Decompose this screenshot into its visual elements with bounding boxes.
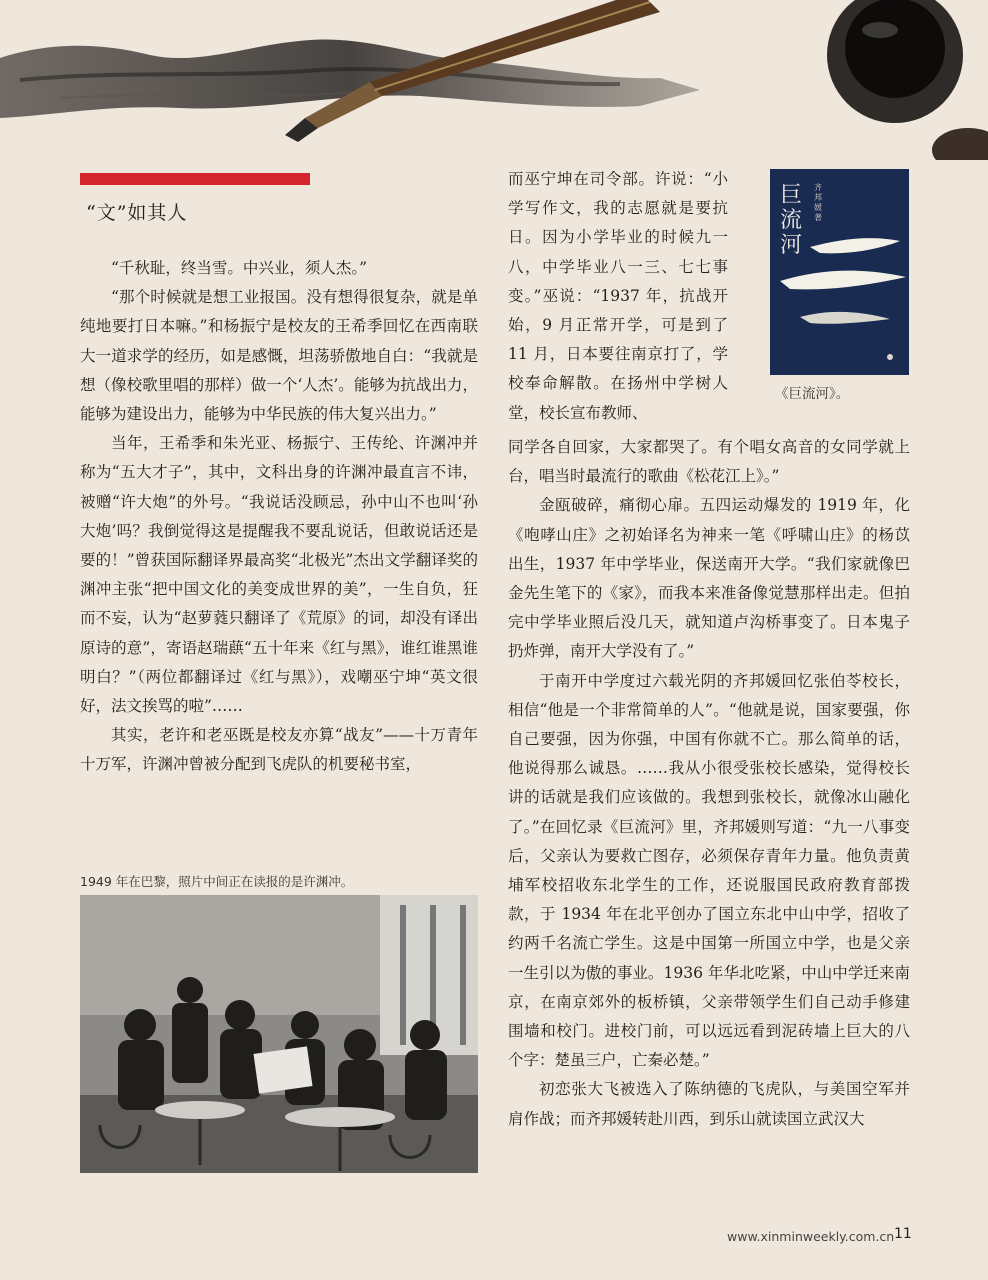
- section-accent-bar: [80, 173, 310, 185]
- right-top-column: [508, 165, 728, 428]
- book-caption: 《巨流河》。: [775, 386, 850, 402]
- paragraph: “千秋耻，终当雪。中兴业，须人杰。”: [111, 259, 368, 277]
- paragraph: “那个时候就是想工业报国。没有想得很复杂，就是单纯地要打日本嘛。”和杨振宁是校友的王希季回忆在西南联大一道求学的经历，如是感慨，坦荡骄傲地自白：“我就是想（像校歌里唱的那样）做一个‘人杰’。能够为抗战出力，能够为建设出力，能够为中华民族的伟大复兴出力。”: [80, 288, 478, 424]
- inkwell-icon: [827, 0, 963, 123]
- left-column: [80, 254, 478, 780]
- stone-decoration-icon: [932, 128, 988, 160]
- footer-url[interactable]: www.xinminweekly.com.cn: [727, 1229, 895, 1244]
- book-author: 齐邦媛 著: [814, 183, 822, 222]
- historical-photo: [80, 895, 478, 1173]
- book-cover: [770, 169, 909, 375]
- paragraph: 同学各自回家，大家都哭了。有个唱女高音的女同学就上台，唱当时最流行的歌曲《松花江上》。”: [508, 438, 910, 486]
- book-title: 巨流河: [780, 183, 803, 258]
- river-brush-icon: [770, 169, 909, 375]
- paragraph: 而巫宁坤在司令部。许说：“小学写作文，我的志愿就是要抗日。因为小学毕业的时候九一八，中学毕业八一三、七七事变。”巫说：“1937 年，抗战开始，9 月正常开学，可是到了 11 月，日本要往南京打了，学校奉命解散。在扬州中学树人堂，校长宣布教师、: [508, 170, 728, 422]
- paragraph: 当年，王希季和朱光亚、杨振宁、王传纶、许渊冲并称为“五大才子”，其中，文科出身的许渊冲最直言不讳，被赠“许大炮”的外号。“我说话没顾忌，孙中山不也叫‘孙大炮’吗？我倒觉得这是提醒我不要乱说话，但敢说话还是要的！”曾获国际翻译界最高奖“北极光”杰出文学翻译奖的渊冲主张“把中国文化的美变成世界的美”，一生自负，狂而不妄，认为“赵萝蕤只翻译了《荒原》的词，却没有译出原诗的意”，寄语赵瑞蕻“五十年来《红与黑》，谁红谁黑谁明白？”（两位都翻译过《红与黑》），戏嘲巫宁坤“英文很好，法文挨骂的啦”……: [80, 434, 478, 716]
- header-illustration: [0, 0, 988, 160]
- paragraph: 金瓯破碎，痛彻心扉。五四运动爆发的 1919 年，化《咆哮山庄》之初始译名为神来一笔《呼啸山庄》的杨苡出生，1937 年中学毕业，保送南开大学。“我们家就像巴金先生笔下的《家》，而我本来准备像觉慧那样出走。但拍完中学毕业照后没几天，就知道卢沟桥事变了。日本鬼子扔炸弹，南开大学没有了。”: [508, 496, 910, 661]
- paragraph: 于南开中学度过六载光阴的齐邦媛回忆张伯苓校长，相信“他是一个非常简单的人”。“他就是说，国家要强，你自己要强，因为你强，中国有你就不亡。那么简单的话，他说得那么诚恳。……我从小很受张校长感染，觉得校长讲的话就是我们应该做的。我想到张校长，就像冰山融化了。”在回忆录《巨流河》里，齐邦媛则写道：“九一八事变后，父亲认为要救亡图存，必须保存青年力量。他负责黄埔军校招收东北学生的工作，还说服国民政府教育部拨款，于 1934 年在北平创办了国立东北中山中学，招收了约两千名流亡学生。这是中国第一所国立中学，也是父亲一生引以为傲的事业。1936 年华北吃紧，中山中学迁来南京，在南京郊外的板桥镇，父亲带领学生们自己动手修建围墙和校门。进校门前，可以远远看到泥砖墙上巨大的八个字：楚虽三户，亡秦必楚。”: [508, 671, 910, 1070]
- right-column: [508, 433, 910, 1134]
- section-title: “文”如其人: [86, 202, 188, 224]
- paragraph: 其实，老许和老巫既是校友亦算“战友”——十万青年十万军，许渊冲曾被分配到飞虎队的机要秘书室，: [80, 726, 478, 774]
- photo-caption: 1949 年在巴黎，照片中间正在读报的是许渊冲。: [80, 874, 354, 889]
- paragraph: 初恋张大飞被选入了陈纳德的飞虎队，与美国空军并肩作战；而齐邦媛转赴川西，到乐山就读国立武汉大: [508, 1080, 910, 1128]
- page-number: 11: [894, 1226, 912, 1242]
